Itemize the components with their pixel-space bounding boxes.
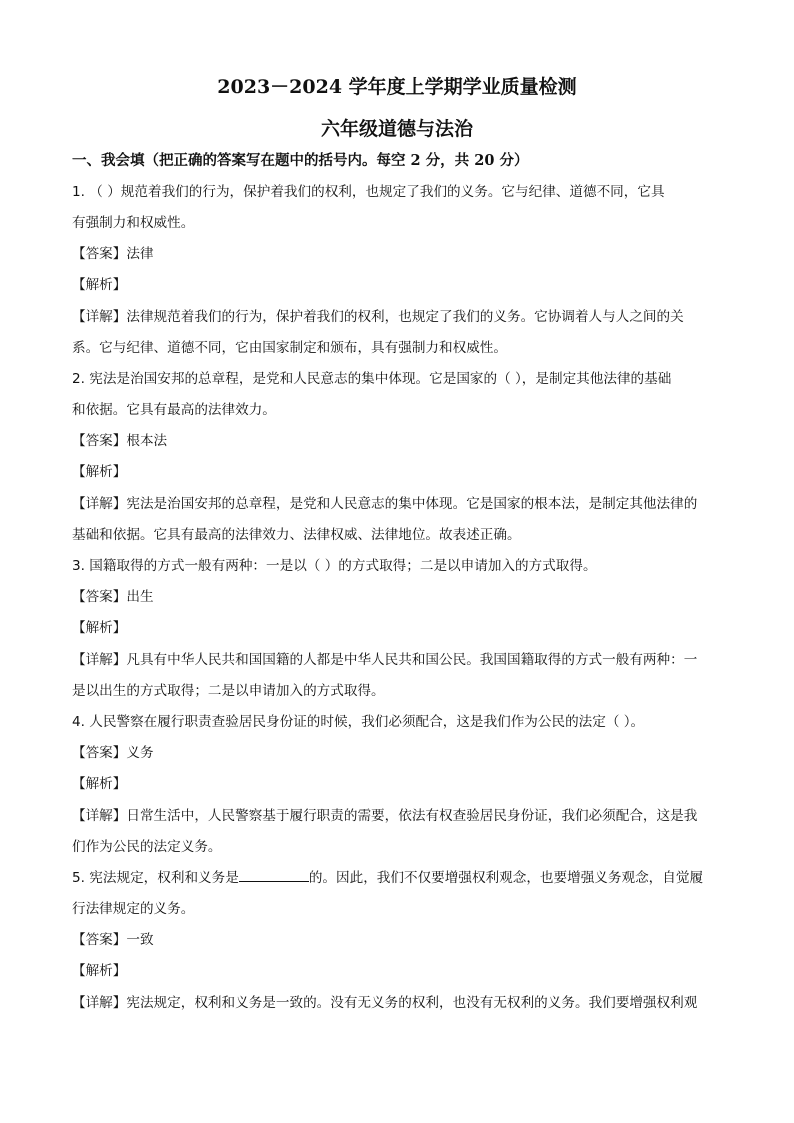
detail-tag: 【详解】 [72,995,127,1011]
question-5-analysis: 【解析】 [72,963,127,979]
question-2-detail [72,495,697,513]
question-5-answer [72,931,154,949]
detail-tag: 【详解】 [72,309,127,325]
question-2-analysis: 【解析】 [72,464,127,480]
answer-text: 法律 [126,246,154,262]
question-3-detail-cont: 是以出生的方式取得；二是以申请加入的方式取得。 [72,683,385,699]
question-2-stem: 2. 宪法是治国安邦的总章程，是党和人民意志的集中体现。它是国家的（ ），是制定其他法律的基础 [72,371,672,387]
detail-tag: 【详解】 [72,652,127,668]
detail-tag: 【详解】 [72,496,127,512]
question-3-stem: 3. 国籍取得的方式一般有两种：一是以（ ）的方式取得；二是以申请加入的方式取得。 [72,558,597,574]
question-2-answer [72,432,167,450]
question-1-answer [72,245,154,263]
answer-text: 根本法 [126,433,168,449]
question-1-detail-cont: 系。它与纪律、道德不同，它由国家制定和颁布，具有强制力和权威性。 [72,340,507,356]
question-3-answer [72,588,154,606]
answer-tag: 【答案】 [72,745,127,761]
document-subtitle: 六年级道德与法治 [320,118,473,140]
question-5-stem [72,869,703,887]
stem-prefix: 5. 宪法规定，权利和义务是 [72,870,239,886]
question-4-detail-cont: 们作为公民的法定义务。 [72,839,222,855]
question-1-stem: 1. （ ）规范着我们的行为，保护着我们的权利，也规定了我们的义务。它与纪律、道德不同，它具 [72,184,665,200]
detail-text: 日常生活中，人民警察基于履行职责的需要，依法有权查验居民身份证，我们必须配合，这是我 [126,808,698,824]
question-4-stem: 4. 人民警察在履行职责查验居民身份证的时候，我们必须配合，这是我们作为公民的法定（ ）。 [72,714,645,730]
document-title: 2023－2024 学年度上学期学业质量检测 [217,76,577,98]
question-2-stem-cont: 和依据。它具有最高的法律效力。 [72,402,276,418]
section-heading: 一、我会填（把正确的答案写在题中的括号内。每空 2 分，共 20 分） [72,152,529,169]
question-3-detail [72,651,697,669]
question-1-stem-cont: 有强制力和权威性。 [72,215,195,231]
question-3-analysis: 【解析】 [72,620,127,636]
question-5-detail [72,994,697,1012]
answer-tag: 【答案】 [72,246,127,262]
stem-suffix: 的。因此，我们不仅要增强权利观念，也要增强义务观念，自觉履 [308,870,704,886]
question-1-analysis: 【解析】 [72,277,127,293]
detail-text: 宪法是治国安邦的总章程，是党和人民意志的集中体现。它是国家的根本法，是制定其他法律的 [126,496,698,512]
question-4-answer [72,744,154,762]
answer-blank-line [239,869,309,882]
answer-text: 出生 [126,589,154,605]
question-4-analysis: 【解析】 [72,776,127,792]
detail-text: 法律规范着我们的行为，保护着我们的权利，也规定了我们的义务。它协调着人与人之间的关 [126,309,684,325]
answer-text: 义务 [126,745,154,761]
detail-text: 凡具有中华人民共和国国籍的人都是中华人民共和国公民。我国国籍取得的方式一般有两种：一 [126,652,698,668]
answer-tag: 【答案】 [72,433,127,449]
detail-tag: 【详解】 [72,808,127,824]
answer-tag: 【答案】 [72,932,127,948]
question-4-detail [72,807,697,825]
detail-text: 宪法规定，权利和义务是一致的。没有无义务的权利，也没有无权利的义务。我们要增强权利观 [126,995,698,1011]
question-2-detail-cont: 基础和依据。它具有最高的法律效力、法律权威、法律地位。故表述正确。 [72,527,521,543]
question-1-detail [72,308,684,326]
answer-text: 一致 [126,932,154,948]
question-5-stem-cont: 行法律规定的义务。 [72,901,195,917]
answer-tag: 【答案】 [72,589,127,605]
